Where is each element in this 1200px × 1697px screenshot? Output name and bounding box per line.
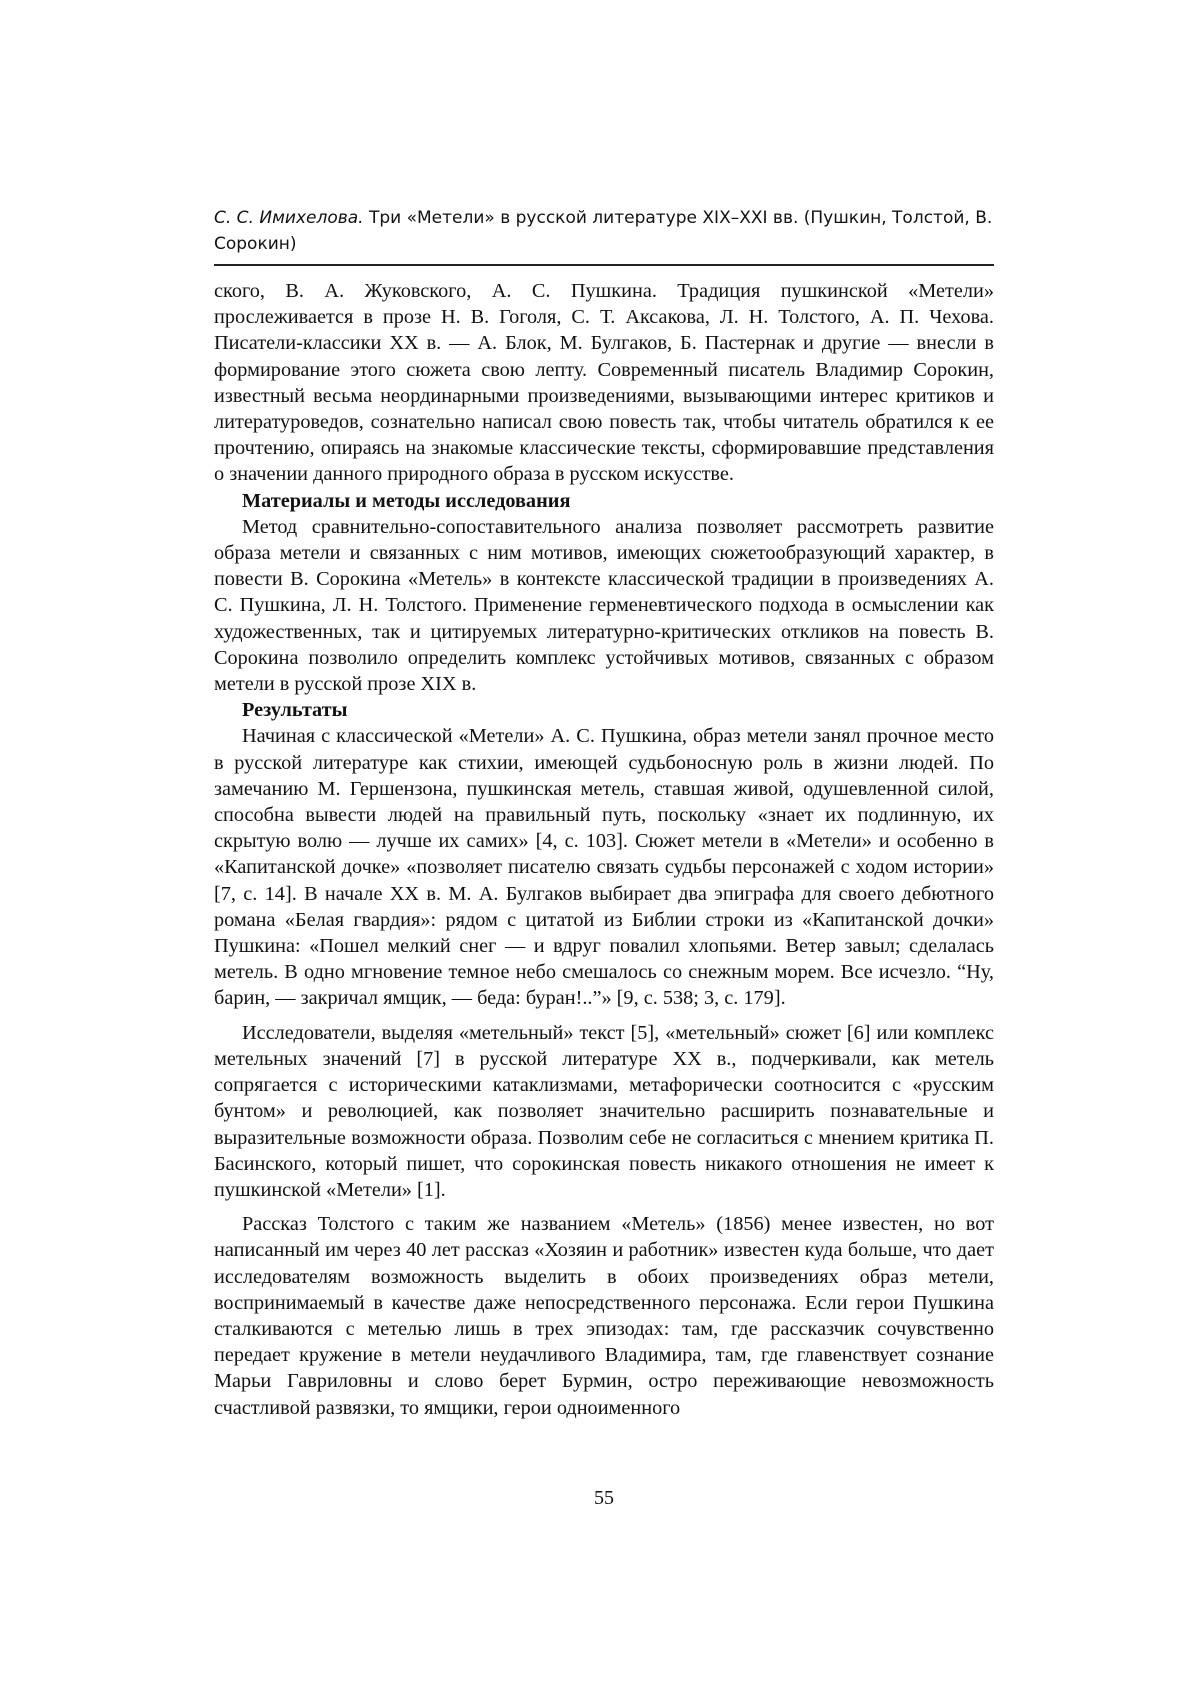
results-paragraph-3: Рассказ Толстого с таким же названием «Метель» (1856) менее известен, но вот написанный им через 40 лет рассказ «Хозяин и работник» известен куда больше, что дает исследователям возможность выделить в обоих произведениях образ метели, воспринимаемый в качестве даже непосредственного персонажа. Если герои Пушкина сталкиваются с метелью лишь в трех эпизодах: там, где рассказчик сочувственно передает кружение в метели неудачливого Владимира, там, где главенствует сознание Марьи Гавриловны и слово берет Бурмин, остро переживающие невозможность счастливой развязки, то ямщики, герои одноименного <box>214 1213 994 1419</box>
header-divider <box>214 264 994 266</box>
article-body <box>214 278 994 1421</box>
intro-paragraph: ского, В. А. Жуковского, А. С. Пушкина. Традиция пушкинской «Метели» прослеживается в прозе Н. В. Гоголя, С. Т. Аксакова, Л. Н. Толстого, А. П. Чехова. Писатели-классики XX в. — А. Блок, М. Булгаков, Б. Пастернак и другие — внесли в формирование этого сюжета свою лепту. Современный писатель Владимир Сорокин, известный весьма неординарными произведениями, вызывающими интерес критиков и литературоведов, сознательно написал свою повесть так, чтобы читатель обратился к ее прочтению, опираясь на знакомые классические тексты, сформировавшие представления о значении данного природного образа в русском искусстве. <box>214 280 994 486</box>
methods-paragraph: Метод сравнительно-сопоставительного анализа позволяет рассмотреть развитие образа метели и связанных с ним мотивов, имеющих сюжетообразующий характер, в повести В. Сорокина «Метель» в контексте классической традиции в произведениях А. С. Пушкина, Л. Н. Толстого. Применение герменевтического подхода в осмыслении как художественных, так и цитируемых литературно-критических откликов на повесть В. Сорокина позволило определить комплекс устойчивых мотивов, связанных с образом метели в русской прозе XIX в. <box>214 515 994 696</box>
results-paragraph-1: Начиная с классической «Метели» А. С. Пушкина, образ метели занял прочное место в русской литературе как стихии, имеющей судьбоносную роль в жизни людей. По замечанию М. Гершензона, пушкинская метель, ставшая живой, одушевленной силой, способна вывести людей на правильный путь, поскольку «знает их подлинную, их скрытую волю — лучше их самих» [4, с. 103]. Сюжет метели в «Метели» и особенно в «Капитанской дочке» «позволяет писателю связать судьбы персонажей с ходом истории» [7, с. 14]. В начале XX в. М. А. Булгаков выбирает два эпиграфа для своего дебютного романа «Белая гвардия»: рядом с цитатой из Библии строки из «Капитанской дочки» Пушкина: «Пошел мелкий снег — и вдруг повалил хлопьями. Ветер завыл; сделалась метель. В одно мгновение темное небо смешалось со снежным морем. Все исчезло. “Ну, барин, — закричал ямщик, — беда: буран!..”» [9, с. 538; 3, с. 179]. <box>214 725 994 1010</box>
results-paragraph-2: Исследователи, выделяя «метельный» текст [5], «метельный» сюжет [6] или комплекс метельных значений [7] в русской литературе XX в., подчеркивали, как метель сопрягается с историческими катаклизмами, метафорически соотносится с «русским бунтом» и революцией, как позволяет значительно расширить познавательные и выразительные возможности образа. Позволим себе не согласиться с мнением критика П. Басинского, который пишет, что сорокинская повесть никакого отношения не имеет к пушкинской «Метели» [1]. <box>214 1021 994 1201</box>
header-author: С. С. Имихелова. <box>214 208 364 228</box>
running-header <box>214 205 994 257</box>
page-number: 55 <box>594 1487 614 1509</box>
results-heading: Результаты <box>242 699 348 722</box>
methods-heading: Материалы и методы исследования <box>242 489 571 512</box>
header-article-title: Три «Метели» в русской литературе XIX–XXI вв. (Пушкин, Толстой, В. Сорокин) <box>214 208 993 254</box>
